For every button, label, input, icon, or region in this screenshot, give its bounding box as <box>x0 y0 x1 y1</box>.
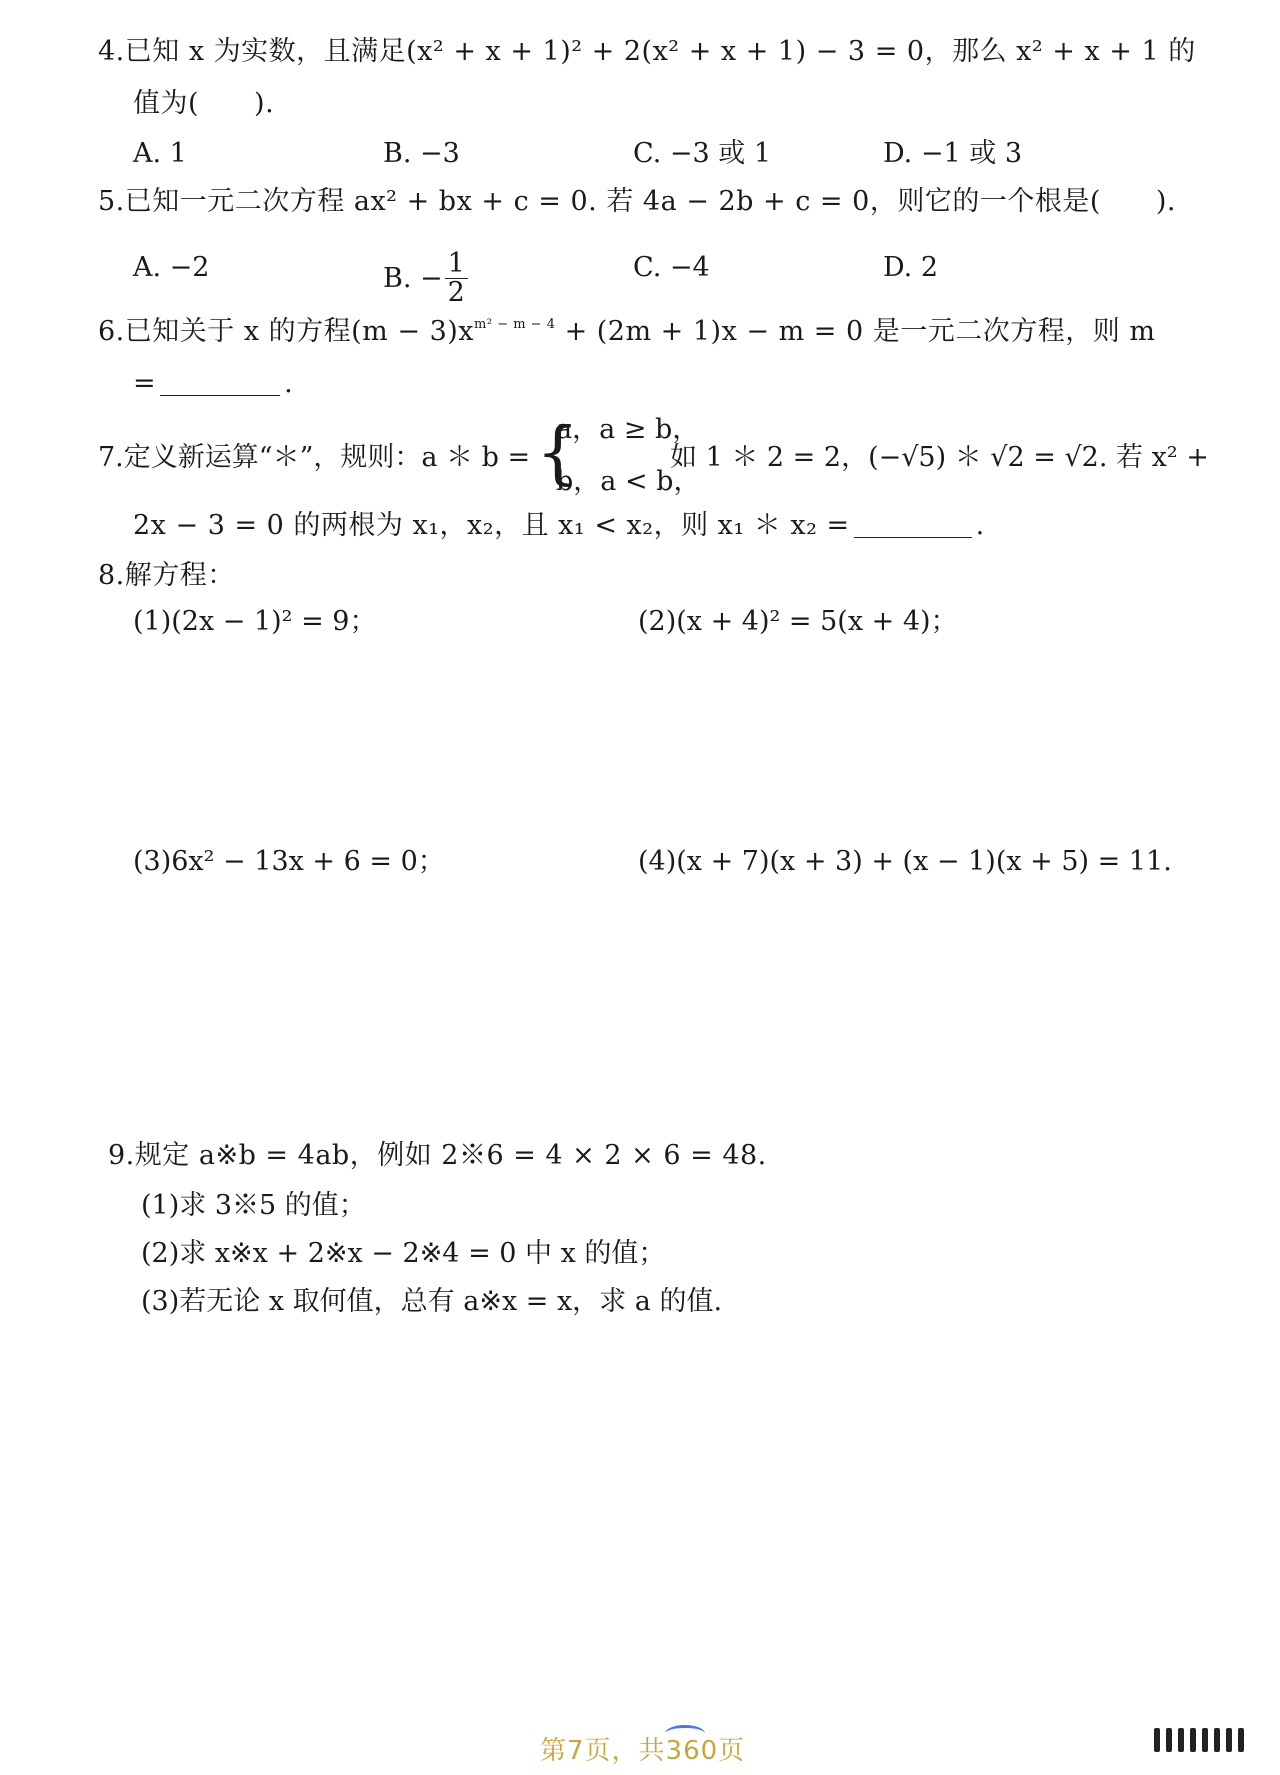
q8-part-4: (4)(x + 7)(x + 3) + (x − 1)(x + 5) = 11. <box>638 846 1172 877</box>
q4-option-c: C. −3 或 1 <box>633 138 772 169</box>
q5-option-a: A. −2 <box>133 252 210 283</box>
q7-answer-blank[interactable] <box>854 511 972 538</box>
q9-title: 9.规定 a※b = 4ab，例如 2※6 = 4 × 2 × 6 = 48. <box>108 1140 767 1171</box>
q6-stem-part-b: + (2m + 1)x − m = 0 是一元二次方程，则 m <box>555 316 1156 347</box>
q4-stem-line1: 4.已知 x 为实数，且满足(x² + x + 1)² + 2(x² + x + 1) − 3 = 0，那么 x² + x + 1 的 <box>98 36 1196 67</box>
q6-stem-part-a: 6.已知关于 x 的方程(m − 3)x <box>98 316 475 347</box>
q5-fraction-numerator: 1 <box>445 250 468 279</box>
page-indicator-bar <box>0 1725 1280 1775</box>
page-indicator: 第7页，共360页 <box>540 1736 746 1766</box>
q7-piecewise-brace: { <box>536 414 580 493</box>
q5-option-b-fraction <box>445 250 468 307</box>
q4-option-d: D. −1 或 3 <box>883 138 1022 169</box>
q6-answer-blank[interactable] <box>160 369 280 396</box>
q5-option-b-label: B. − <box>383 263 443 294</box>
q8-part-1: (1)(2x − 1)² = 9； <box>133 606 377 637</box>
q7-stem-prefix: 7.定义新运算“＊”，规则：a ＊ b = <box>98 442 531 473</box>
q4-stem-line2: 值为( ). <box>133 88 275 119</box>
q7-period: . <box>975 510 985 541</box>
q6-stem-line1 <box>98 314 1155 350</box>
q5-option-d: D. 2 <box>883 252 939 283</box>
q6-equals: = <box>133 368 157 399</box>
q7-stem-suffix: 如 1 ＊ 2 = 2，(−√5) ＊ √2 = √2. 若 x² + <box>670 442 1209 473</box>
q4-option-a: A. 1 <box>133 138 187 169</box>
scrollbar-grip-icon[interactable] <box>1154 1728 1250 1756</box>
q7-case-1: a，a ≥ b， <box>556 414 700 445</box>
q9-part-3: (3)若无论 x 取何值，总有 a※x = x，求 a 的值. <box>141 1286 723 1317</box>
q7-line2-text: 2x − 3 = 0 的两根为 x₁，x₂，且 x₁ < x₂，则 x₁ ＊ x₂ = <box>133 510 850 541</box>
q8-part-3: (3)6x² − 13x + 6 = 0； <box>133 846 445 877</box>
q5-option-c: C. −4 <box>633 252 710 283</box>
q5-option-b <box>383 250 468 307</box>
q9-part-2: (2)求 x※x + 2※x − 2※4 = 0 中 x 的值； <box>141 1238 666 1269</box>
q9-part-1: (1)求 3※5 的值； <box>141 1190 366 1221</box>
q8-title: 8.解方程： <box>98 560 235 591</box>
q4-option-b: B. −3 <box>383 138 460 169</box>
q7-case-2: b，a < b， <box>556 466 701 497</box>
q8-part-2: (2)(x + 4)² = 5(x + 4)； <box>638 606 958 637</box>
q6-period: . <box>284 368 294 399</box>
q5-stem: 5.已知一元二次方程 ax² + bx + c = 0. 若 4a − 2b + c = 0，则它的一个根是( ). <box>98 186 1176 217</box>
q5-fraction-denominator: 2 <box>447 277 465 308</box>
q7-stem-line2 <box>133 508 985 544</box>
q6-exponent: m² − m − 4 <box>474 317 556 332</box>
q6-stem-line2 <box>133 366 293 402</box>
